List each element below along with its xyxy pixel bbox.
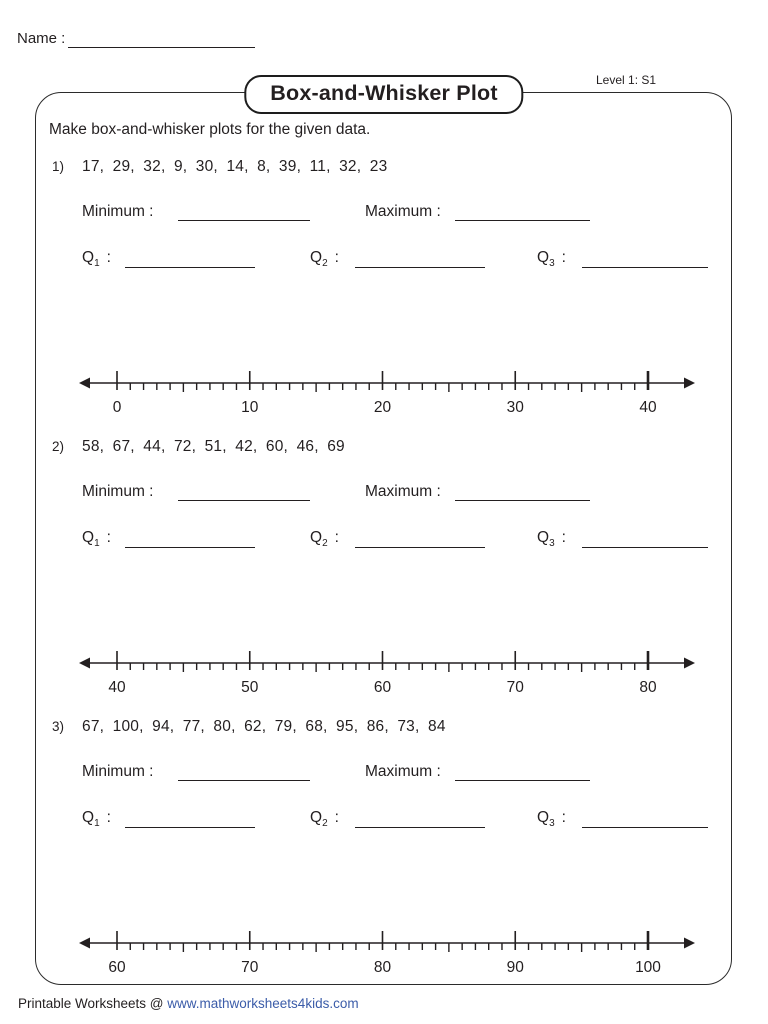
q1-label: $Q_1$ :	[82, 809, 111, 830]
svg-text:70: 70	[506, 679, 524, 696]
q2-answer-blank[interactable]	[355, 809, 485, 828]
maximum-answer-blank[interactable]	[455, 483, 590, 501]
name-label: Name :	[17, 30, 66, 47]
svg-text:100: 100	[635, 959, 661, 976]
problem-2-data: 58, 67, 44, 72, 51, 42, 60, 46, 69	[82, 438, 345, 455]
q2-label: $Q_2$ :	[310, 809, 339, 830]
name-answer-blank[interactable]	[68, 30, 255, 48]
q2-label: $Q_2$ :	[310, 529, 339, 550]
minimum-label: Minimum :	[82, 203, 154, 220]
problem-2-number: 2)	[52, 439, 65, 454]
maximum-answer-blank[interactable]	[455, 203, 590, 221]
problem-2	[35, 430, 732, 710]
svg-text:60: 60	[108, 959, 126, 976]
worksheet-title: Box-and-Whisker Plot	[244, 75, 523, 114]
svg-text:10: 10	[241, 399, 259, 416]
q3-label: $Q_3$ :	[537, 249, 566, 270]
q1-answer-blank[interactable]	[125, 529, 255, 548]
q1-label: $Q_1$ :	[82, 249, 111, 270]
problem-1-data: 17, 29, 32, 9, 30, 14, 8, 39, 11, 32, 23	[82, 158, 388, 175]
maximum-label: Maximum :	[365, 203, 441, 220]
svg-text:0: 0	[112, 399, 122, 416]
instruction-text: Make box-and-whisker plots for the given data.	[49, 121, 371, 138]
q3-label: $Q_3$ :	[537, 529, 566, 550]
problem-1-number: 1)	[52, 159, 65, 174]
number-line-3	[79, 929, 695, 977]
minimum-label: Minimum :	[82, 763, 154, 780]
q2-answer-blank[interactable]	[355, 529, 485, 548]
problem-3-data: 67, 100, 94, 77, 80, 62, 79, 68, 95, 86, 73, 84	[82, 718, 446, 735]
maximum-answer-blank[interactable]	[455, 763, 590, 781]
q2-label: $Q_2$ :	[310, 249, 339, 270]
svg-text:20: 20	[373, 399, 392, 416]
maximum-label: Maximum :	[365, 763, 441, 780]
problem-3	[35, 710, 732, 990]
q1-answer-blank[interactable]	[125, 249, 255, 268]
q3-label: $Q_3$ :	[537, 809, 566, 830]
footer-text: Printable Worksheets @	[18, 996, 168, 1011]
minimum-answer-blank[interactable]	[178, 763, 310, 781]
maximum-label: Maximum :	[365, 483, 441, 500]
number-line-1	[79, 369, 695, 417]
svg-text:50: 50	[241, 679, 259, 696]
footer	[18, 996, 359, 1011]
minimum-label: Minimum :	[82, 483, 154, 500]
svg-text:90: 90	[506, 959, 524, 976]
minimum-answer-blank[interactable]	[178, 203, 310, 221]
footer-link[interactable]: www.mathworksheets4kids.com	[167, 996, 359, 1011]
q1-answer-blank[interactable]	[125, 809, 255, 828]
problem-3-number: 3)	[52, 719, 65, 734]
q2-answer-blank[interactable]	[355, 249, 485, 268]
svg-text:80: 80	[639, 679, 657, 696]
svg-text:70: 70	[241, 959, 259, 976]
problem-1	[35, 150, 732, 430]
svg-text:30: 30	[506, 399, 524, 416]
number-line-2	[79, 649, 695, 697]
q3-answer-blank[interactable]	[582, 809, 708, 828]
q3-answer-blank[interactable]	[582, 529, 708, 548]
minimum-answer-blank[interactable]	[178, 483, 310, 501]
svg-text:40: 40	[108, 679, 126, 696]
level-tag: Level 1: S1	[596, 73, 657, 87]
svg-text:60: 60	[373, 679, 392, 696]
q3-answer-blank[interactable]	[582, 249, 708, 268]
svg-text:80: 80	[373, 959, 392, 976]
svg-text:40: 40	[639, 399, 657, 416]
q1-label: $Q_1$ :	[82, 529, 111, 550]
